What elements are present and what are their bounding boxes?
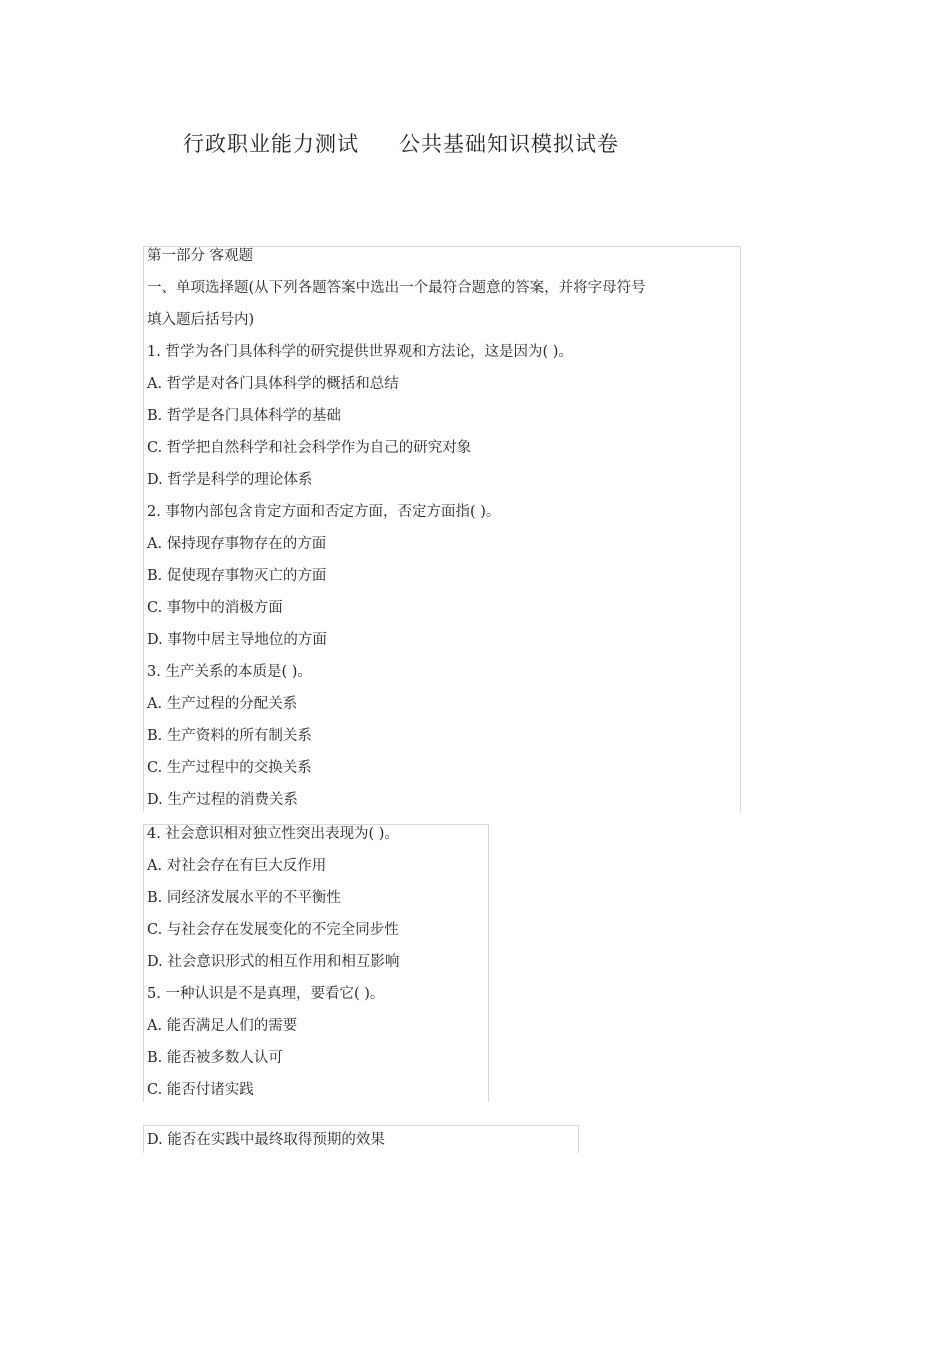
question-block-2 [143,824,489,1102]
page-title [183,128,619,158]
question-1-option-b: B. 哲学是各门具体科学的基础 [147,408,341,424]
question-4-option-c: C. 与社会存在发展变化的不完全同步性 [147,922,399,938]
question-2-option-a: A. 保持现存事物存在的方面 [147,536,327,552]
page-title-right: 公共基础知识模拟试卷 [399,132,619,156]
question-3: 3. 生产关系的本质是( )。 [147,664,312,680]
question-1-option-a: A. 哲学是对各门具体科学的概括和总结 [147,376,399,392]
question-4-option-a: A. 对社会存在有巨大反作用 [147,858,327,874]
question-block-1 [143,246,741,812]
question-2-option-b: B. 促使现存事物灭亡的方面 [147,568,327,584]
question-3-option-d: D. 生产过程的消费关系 [147,792,298,808]
question-4-option-d: D. 社会意识形式的相互作用和相互影响 [147,954,400,970]
question-1-option-d: D. 哲学是科学的理论体系 [147,472,313,488]
question-1-option-c: C. 哲学把自然科学和社会科学作为自己的研究对象 [147,440,472,456]
question-5-option-a: A. 能否满足人们的需要 [147,1018,298,1034]
question-3-option-b: B. 生产资料的所有制关系 [147,728,312,744]
question-1: 1. 哲学为各门具体科学的研究提供世界观和方法论，这是因为( )。 [147,344,573,360]
question-3-option-c: C. 生产过程中的交换关系 [147,760,312,776]
question-block-3 [143,1125,579,1153]
question-4: 4. 社会意识相对独立性突出表现为( )。 [147,826,399,842]
question-5-option-c: C. 能否付诸实践 [147,1082,254,1098]
page-title-left: 行政职业能力测试 [183,132,359,156]
instruction-line-2: 填入题后括号内) [147,312,255,328]
question-5-option-b: B. 能否被多数人认可 [147,1050,283,1066]
instruction-line-1: 一、单项选择题(从下列各题答案中选出一个最符合题意的答案，并将字母符号 [147,280,646,296]
question-5: 5. 一种认识是不是真理，要看它( )。 [147,986,385,1002]
question-2-option-c: C. 事物中的消极方面 [147,600,283,616]
question-5-option-d: D. 能否在实践中最终取得预期的效果 [147,1132,385,1148]
question-3-option-a: A. 生产过程的分配关系 [147,696,298,712]
question-2: 2. 事物内部包含肯定方面和否定方面，否定方面指( )。 [147,504,501,520]
question-4-option-b: B. 同经济发展水平的不平衡性 [147,890,341,906]
section-heading: 第一部分 客观题 [147,248,254,264]
question-2-option-d: D. 事物中居主导地位的方面 [147,632,327,648]
